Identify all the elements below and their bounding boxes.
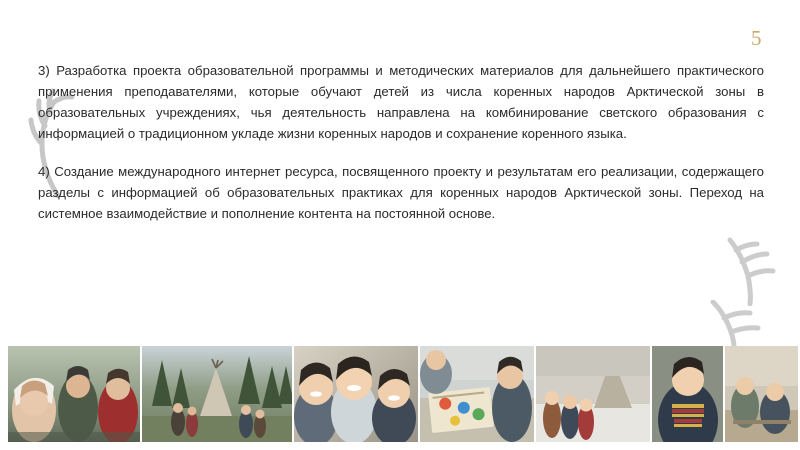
photo-children-winter-chum — [536, 346, 650, 442]
photo-children-indoor-activity — [725, 346, 798, 442]
slide-body — [38, 60, 764, 230]
photo-chum-tent-forest — [142, 346, 292, 442]
photo-children-in-traditional-dress — [8, 346, 140, 442]
photo-woman-traditional-costume — [652, 346, 723, 442]
slide-number: 5 — [751, 26, 762, 50]
paragraph-4-text: Создание международного интернет ресурса, посвященного проекту и результатам его реализации, содержащего разделы с информацией об образовательных практиках для коренных народов Арктической зоны. Переход на системное взаимодействие и пополнение контента на постоянной основе. — [38, 164, 764, 221]
photo-smiling-schoolgirls — [294, 346, 418, 442]
antler-right-lower-icon — [710, 300, 766, 348]
photo-strip — [8, 346, 792, 442]
paragraph-4-marker: 4) — [38, 164, 50, 179]
antler-right-upper-icon — [726, 236, 782, 306]
paragraph-3 — [38, 60, 764, 144]
photo-children-board-game — [420, 346, 534, 442]
paragraph-3-marker: 3) — [38, 63, 50, 78]
paragraph-3-text: Разработка проекта образовательной программы и методических материалов для дальнейшего практического применения преподавателями, которые обучают детей из числа коренных народов Арктической зоны в образовательных учреждениях, чья деятельность направлена на комбинирование светского образования с информацией о традиционном укладе жизни коренных народов и сохранение коренного языка. — [38, 63, 764, 141]
paragraph-4 — [38, 161, 764, 224]
